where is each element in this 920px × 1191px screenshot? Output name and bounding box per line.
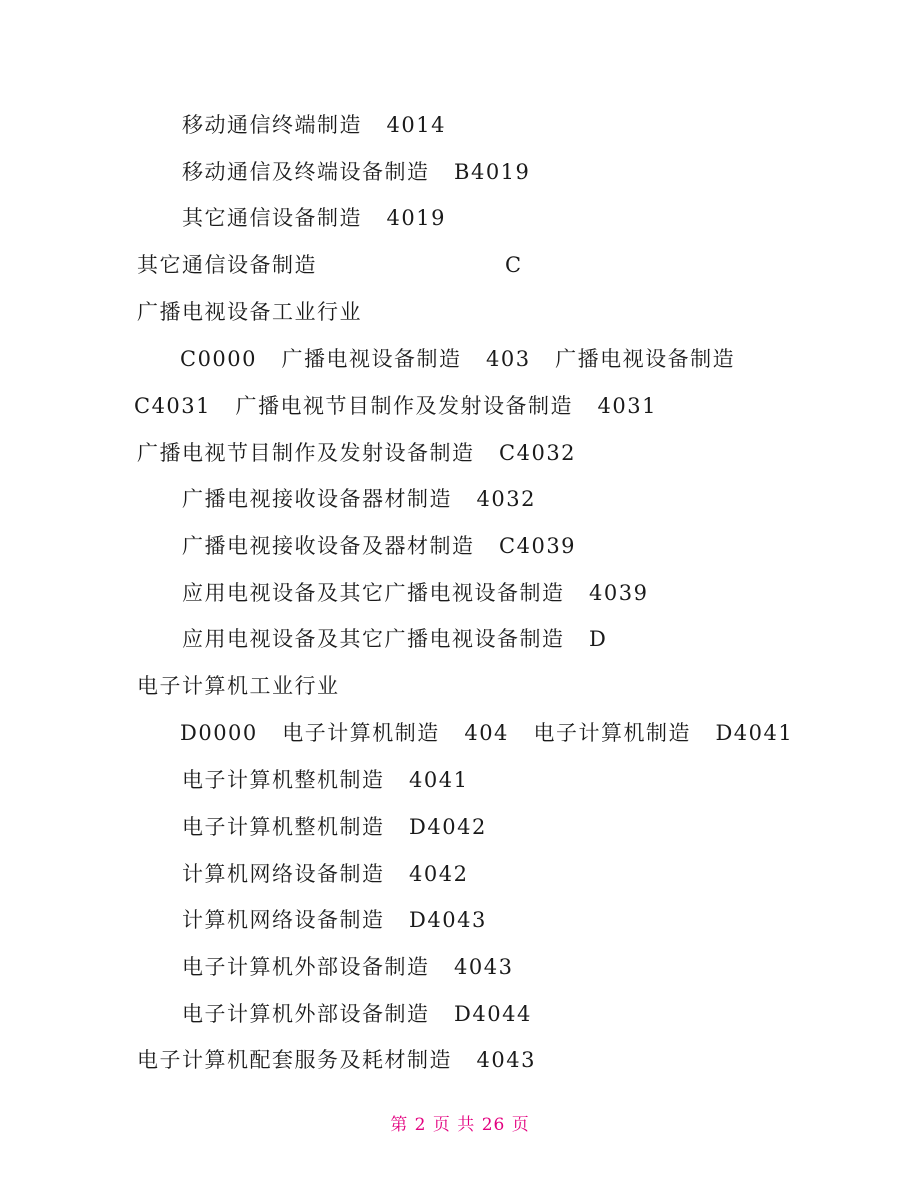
text-line: 其它通信设备制造 C xyxy=(137,253,523,277)
text-line: C0000 广播电视设备制造 403 广播电视设备制造 xyxy=(180,347,736,371)
page-number-footer: 第 2 页 共 26 页 xyxy=(390,1115,530,1135)
text-line: D0000 电子计算机制造 404 电子计算机制造 D4041 xyxy=(180,721,794,745)
text-line: 移动通信及终端设备制造 B4019 xyxy=(182,160,531,184)
text-line: C4031 广播电视节目制作及发射设备制造 4031 xyxy=(134,394,658,418)
text-line: 电子计算机整机制造 4041 xyxy=(182,768,469,792)
text-line: 电子计算机外部设备制造 D4044 xyxy=(182,1002,532,1026)
text-line: 计算机网络设备制造 4042 xyxy=(182,862,469,886)
text-line: 电子计算机外部设备制造 4043 xyxy=(182,955,514,979)
section-heading: 电子计算机工业行业 xyxy=(137,674,340,698)
text-line: 应用电视设备及其它广播电视设备制造 4039 xyxy=(182,581,649,605)
text-line: 广播电视接收设备器材制造 4032 xyxy=(182,487,536,511)
text-line: 电子计算机整机制造 D4042 xyxy=(182,815,487,839)
text-line: 移动通信终端制造 4014 xyxy=(182,113,446,137)
text-line: 应用电视设备及其它广播电视设备制造 D xyxy=(182,627,608,651)
text-line: 其它通信设备制造 4019 xyxy=(182,206,446,230)
section-heading: 广播电视设备工业行业 xyxy=(137,300,362,324)
text-line: 广播电视节目制作及发射设备制造 C4032 xyxy=(137,441,577,465)
text-line: 电子计算机配套服务及耗材制造 4043 xyxy=(137,1048,536,1072)
text-line: 计算机网络设备制造 D4043 xyxy=(182,908,487,932)
text-line: 广播电视接收设备及器材制造 C4039 xyxy=(182,534,577,558)
